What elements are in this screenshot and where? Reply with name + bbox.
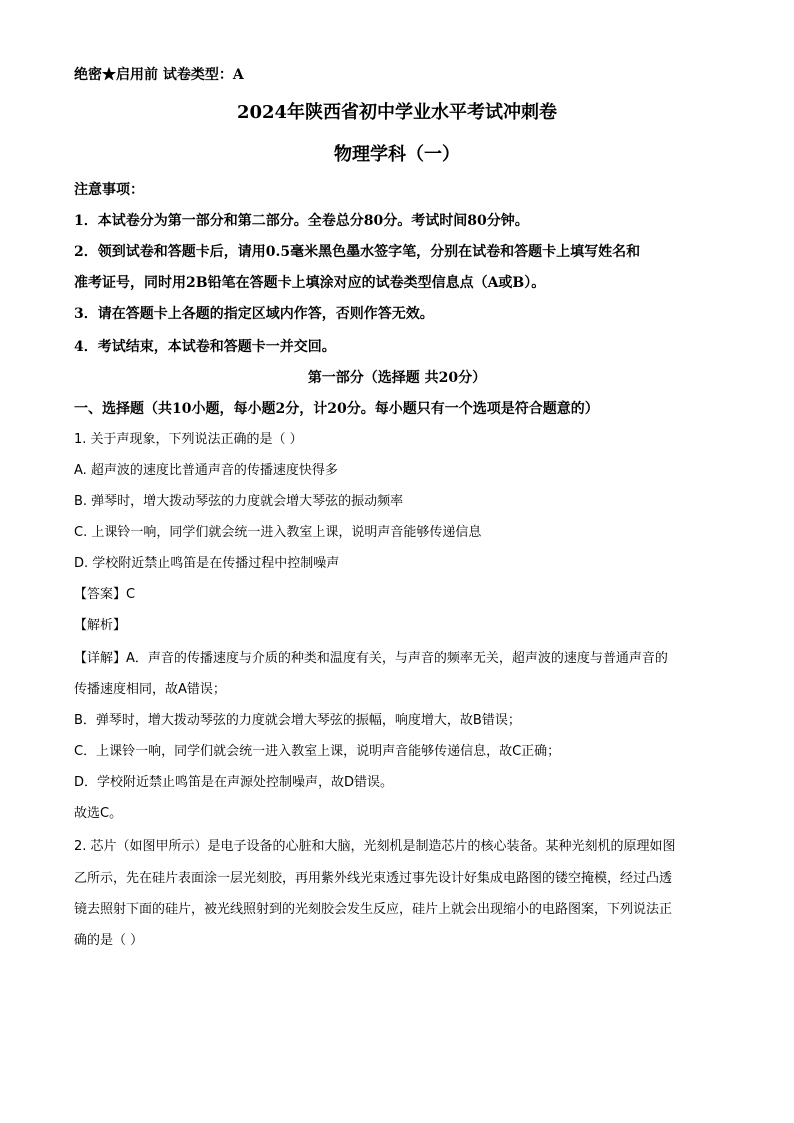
q1-analysis-label: 【解析】 (74, 618, 127, 633)
q1-stem: 1. 关于声现象，下列说法正确的是（ ） (74, 432, 303, 447)
q1-choose: 故选C。 (74, 806, 123, 821)
q1-option-a: A. 超声波的速度比普通声音的传播速度快得多 (74, 463, 338, 478)
part1-heading: 第一部分（选择题 共20分） (307, 370, 487, 386)
secret-type-line: 绝密★启用前 试卷类型：A (74, 67, 244, 83)
q1-detail-1: 【详解】A．声音的传播速度与介质的种类和温度有关，与声音的频率无关，超声波的速度与普通声音的 (74, 651, 668, 666)
q1-option-d: D. 学校附近禁止鸣笛是在传播过程中控制噪声 (74, 556, 340, 571)
q1-option-c: C. 上课铃一响，同学们就会统一进入教室上课，说明声音能够传递信息 (74, 525, 482, 540)
notes-heading: 注意事项： (74, 182, 144, 198)
exam-title: 2024年陕西省初中学业水平考试冲刺卷 (236, 102, 558, 123)
note-item-2b: 准考证号，同时用2B铅笔在答题卡上填涂对应的试卷类型信息点（A或B）。 (74, 275, 546, 291)
exam-subtitle: 物理学科（一） (334, 144, 460, 165)
q2-line-4: 确的是（ ） (74, 933, 144, 948)
q1-detail-3: B．弹琴时，增大拨动琴弦的力度就会增大琴弦的振幅，响度增大，故B错误； (74, 713, 521, 728)
q2-line-1: 2. 芯片（如图甲所示）是电子设备的心脏和大脑，光刻机是制造芯片的核心装备。某种光刻机的原理如图 (74, 839, 676, 854)
section-heading: 一、选择题（共10小题，每小题2分，计20分。每小题只有一个选项是符合题意的） (74, 401, 599, 417)
q1-answer: 【答案】C (74, 587, 136, 602)
note-item-4: 4．考试结束，本试卷和答题卡一并交回。 (74, 339, 336, 355)
q1-option-b: B. 弹琴时，增大拨动琴弦的力度就会增大琴弦的振动频率 (74, 494, 404, 509)
note-item-2a: 2．领到试卷和答题卡后，请用0.5毫米黑色墨水签字笔，分别在试卷和答题卡上填写姓名和 (74, 244, 641, 260)
note-item-3: 3．请在答题卡上各题的指定区域内作答，否则作答无效。 (74, 306, 434, 322)
q1-detail-4: C．上课铃一响，同学们就会统一进入教室上课，说明声音能够传递信息，故C正确； (74, 744, 561, 759)
q1-detail-5: D．学校附近禁止鸣笛是在声源处控制噪声，故D错误。 (74, 775, 394, 790)
note-item-1: 1．本试卷分为第一部分和第二部分。全卷总分80分。考试时间80分钟。 (74, 213, 529, 229)
q2-line-2: 乙所示，先在硅片表面涂一层光刻胶，再用紫外线光束透过事先设计好集成电路图的镂空掩模，经过凸透 (74, 871, 673, 886)
q2-line-3: 镜去照射下面的硅片，被光线照射到的光刻胶会发生反应，硅片上就会出现缩小的电路图案，下列说法正 (74, 902, 673, 917)
q1-detail-2: 传播速度相同，故A错误； (74, 682, 226, 697)
